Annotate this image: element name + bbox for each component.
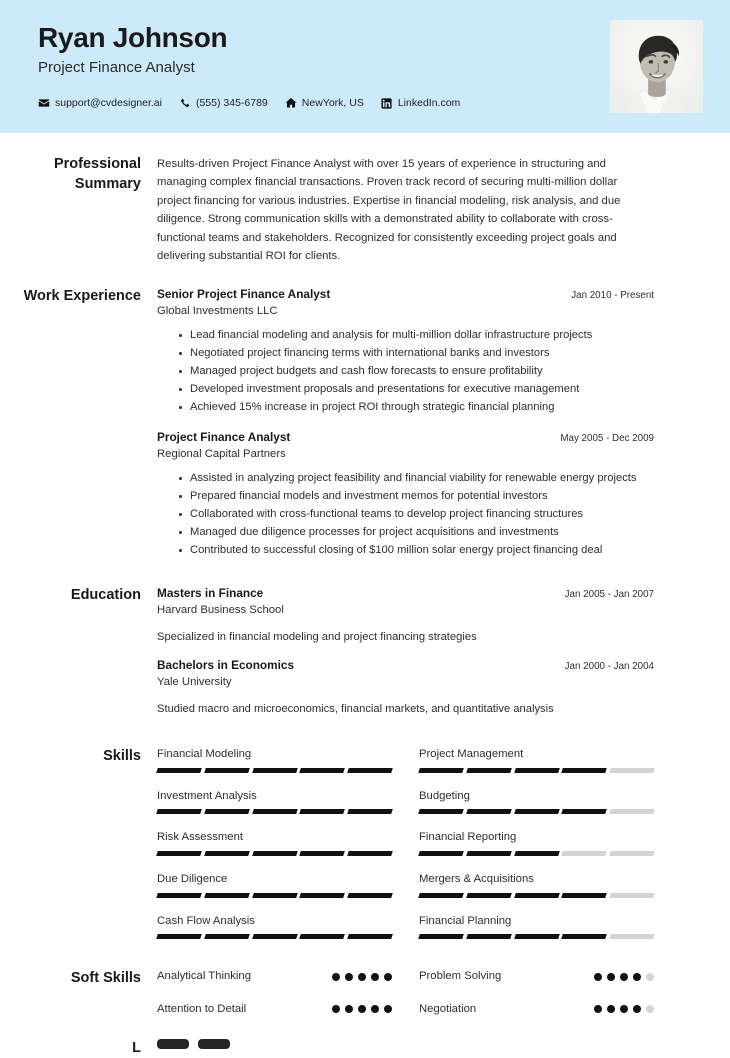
skill-bar-segment [514, 893, 559, 898]
linkedin-icon [381, 97, 393, 109]
envelope-icon [38, 97, 50, 109]
work-entry-head [157, 430, 654, 446]
work-bullet: Prepared financial models and investment memos for potential investors [179, 488, 654, 505]
language-tag [157, 1039, 189, 1049]
section-soft-skills [0, 955, 692, 1034]
rating-dot [594, 1005, 602, 1013]
summary-body [157, 155, 692, 265]
skill-name: Due Diligence [157, 873, 228, 886]
rating-dot [384, 973, 392, 981]
work-bullet: Managed project budgets and cash flow forecasts to ensure profitability [179, 363, 654, 380]
work-bullet: Collaborated with cross-functional teams to develop project financing structures [179, 506, 654, 523]
skill-bar-segment [300, 851, 345, 856]
work-bullet: Contributed to successful closing of $100 million solar energy project financing deal [179, 542, 654, 559]
skill-item [157, 914, 392, 940]
skill-bar-segment [418, 934, 463, 939]
skill-bar-segment [204, 809, 249, 814]
skill-bar-segment [562, 768, 607, 773]
section-label-skills: Skills [103, 748, 141, 764]
skill-bar-segment [156, 809, 201, 814]
education-description: Studied macro and microeconomics, financial markets, and quantitative analysis [157, 702, 554, 715]
education-description: Specialized in financial modeling and project financing strategies [157, 630, 477, 643]
skill-level-bar [419, 768, 654, 773]
skill-name: Project Management [419, 748, 524, 760]
skill-name: Cash Flow Analysis [157, 914, 255, 927]
skill-level-bar [419, 851, 654, 856]
skill-bar-segment [514, 809, 559, 814]
skill-bar-segment [609, 768, 654, 773]
skill-level-bar [157, 934, 392, 939]
skill-item [157, 830, 392, 856]
rating-dot [371, 1005, 379, 1013]
soft-skills-body [157, 969, 692, 1034]
rating-dot [620, 973, 628, 981]
skill-bar-segment [156, 934, 201, 939]
work-org: Global Investments LLC [157, 305, 278, 318]
soft-skill-name: Problem Solving [419, 970, 502, 983]
education-degree: Bachelors in Economics [157, 658, 295, 673]
skill-bar-segment [204, 934, 249, 939]
education-entry-head [157, 658, 654, 674]
work-bullets [157, 327, 654, 416]
skill-level-bar [419, 809, 654, 814]
soft-skill-item [157, 969, 392, 984]
education-school: Yale University [157, 675, 232, 688]
rating-dot [345, 1005, 353, 1013]
skill-level-bar [157, 768, 392, 773]
skill-name: Financial Planning [419, 914, 512, 927]
soft-skill-name: Negotiation [419, 1003, 477, 1016]
candidate-title: Project Finance Analyst [38, 59, 195, 77]
avatar-portrait [610, 20, 703, 113]
skill-item [419, 789, 654, 815]
rating-dot [646, 1005, 654, 1013]
soft-skill-item [419, 1002, 654, 1017]
contact-linkedin-text: LinkedIn.com [397, 97, 461, 110]
skill-bar-segment [418, 768, 463, 773]
skill-bar-segment [300, 768, 345, 773]
skill-name: Investment Analysis [157, 789, 257, 802]
education-entry [157, 658, 654, 717]
skill-bar-segment [466, 768, 511, 773]
contact-location-text: NewYork, US [301, 97, 364, 110]
skill-name: Financial Modeling [157, 748, 252, 760]
section-professional-summary [0, 133, 692, 265]
skill-bar-segment [609, 851, 654, 856]
education-degree: Masters in Finance [157, 586, 264, 601]
section-skills [0, 717, 692, 955]
section-label-education: Education [70, 587, 141, 604]
work-bullet: Lead financial modeling and analysis for multi-million dollar infrastructure projects [179, 327, 654, 344]
skill-bar-segment [514, 934, 559, 939]
skill-bar-segment [252, 768, 297, 773]
education-date: Jan 2005 - Jan 2007 [564, 589, 654, 601]
work-entry [157, 430, 654, 559]
skill-bar-segment [156, 768, 201, 773]
education-date: Jan 2000 - Jan 2004 [564, 661, 654, 673]
soft-skills-grid [157, 969, 654, 1034]
skill-bar-segment [562, 809, 607, 814]
skill-name: Risk Assessment [157, 831, 244, 844]
skill-level-bar [157, 893, 392, 898]
skill-bar-segment [347, 851, 392, 856]
skills-grid [157, 747, 654, 955]
work-bullet: Developed investment proposals and presentations for executive management [179, 381, 654, 398]
work-role: Senior Project Finance Analyst [157, 287, 331, 302]
section-work-experience [0, 265, 692, 560]
resume-body [0, 133, 730, 1058]
rating-dot [633, 1005, 641, 1013]
rating-dot [345, 973, 353, 981]
skill-bar-segment [252, 851, 297, 856]
rating-dot [384, 1005, 392, 1013]
summary-text: Results-driven Project Finance Analyst with over 15 years of experience in structuring and managing complex financial transactions. Proven track record of securing multi-million dollar project financing for various industries. Expertise in financial modeling, risk analysis, and due diligence. Strong communication skills with a demonstrated ability to collaborate with cross-functional teams and stakeholders. Recognized for consistently exceeding project goals and delivering substantial ROI for clients. [157, 158, 621, 263]
skill-bar-segment [514, 851, 559, 856]
section-languages [0, 1035, 692, 1058]
soft-skill-name: Attention to Detail [157, 1003, 247, 1016]
work-bullet: Negotiated project financing terms with international banks and investors [179, 345, 654, 362]
skill-level-bar [157, 809, 392, 814]
work-bullet: Managed due diligence processes for project acquisitions and investments [179, 524, 654, 541]
rating-dot [371, 973, 379, 981]
work-date: Jan 2010 - Present [571, 290, 654, 302]
skill-item [419, 914, 654, 940]
section-label-languages: L [132, 1039, 141, 1056]
skill-bar-segment [252, 893, 297, 898]
section-label-summary: Professional Summary [53, 156, 141, 192]
skill-bar-segment [252, 809, 297, 814]
skill-bar-segment [418, 851, 463, 856]
skill-bar-segment [609, 893, 654, 898]
skill-bar-segment [609, 934, 654, 939]
skill-bar-segment [562, 851, 607, 856]
skill-bar-segment [466, 809, 511, 814]
rating-dot [332, 1005, 340, 1013]
skill-bar-segment [562, 893, 607, 898]
skill-bar-segment [204, 851, 249, 856]
work-entry-head [157, 287, 654, 303]
work-entry [157, 287, 654, 416]
skill-name: Budgeting [419, 789, 470, 802]
work-org: Regional Capital Partners [157, 448, 286, 461]
contact-linkedin[interactable] [381, 97, 460, 109]
skill-bar-segment [514, 768, 559, 773]
home-icon [285, 97, 297, 109]
rating-dot [620, 1005, 628, 1013]
skill-bar-segment [252, 934, 297, 939]
contact-phone-text: (555) 345-6789 [195, 97, 268, 110]
skill-bar-segment [466, 893, 511, 898]
section-label-soft-skills: Soft Skills [70, 970, 141, 987]
work-bullet: Assisted in analyzing project feasibility and financial viability for renewable energy projects [179, 470, 654, 487]
soft-skill-rating-dots [594, 973, 654, 981]
rating-dot [607, 1005, 615, 1013]
rating-dot [633, 973, 641, 981]
soft-skill-item [157, 1002, 392, 1017]
work-role: Project Finance Analyst [157, 430, 291, 445]
skill-bar-segment [347, 768, 392, 773]
phone-icon [179, 97, 191, 109]
skill-item [419, 830, 654, 856]
skill-name: Financial Reporting [419, 831, 517, 844]
work-body [157, 287, 692, 560]
skill-level-bar [419, 893, 654, 898]
skill-bar-segment [562, 934, 607, 939]
rating-dot [332, 973, 340, 981]
contact-email[interactable] [38, 97, 162, 109]
skill-bar-segment [300, 893, 345, 898]
skill-bar-segment [156, 893, 201, 898]
contact-phone[interactable] [179, 97, 268, 109]
rating-dot [607, 973, 615, 981]
skill-bar-segment [156, 851, 201, 856]
skill-bar-segment [609, 809, 654, 814]
language-tag-row [157, 1039, 654, 1049]
soft-skill-rating-dots [594, 1005, 654, 1013]
contact-row [38, 97, 696, 109]
skill-bar-segment [347, 893, 392, 898]
skill-item [419, 747, 654, 773]
rating-dot [646, 973, 654, 981]
skill-name: Mergers & Acquisitions [419, 873, 534, 886]
languages-body [157, 1039, 692, 1049]
skill-bar-segment [204, 768, 249, 773]
soft-skill-rating-dots [332, 973, 392, 981]
soft-skill-item [419, 969, 654, 984]
skill-bar-segment [418, 893, 463, 898]
language-tag [198, 1039, 230, 1049]
section-education [0, 560, 692, 717]
education-school: Harvard Business School [157, 603, 284, 616]
education-entry [157, 586, 654, 645]
skills-body [157, 747, 692, 955]
section-label-work: Work Experience [23, 288, 141, 305]
soft-skill-name: Analytical Thinking [157, 970, 251, 983]
skill-bar-segment [347, 934, 392, 939]
work-date: May 2005 - Dec 2009 [560, 433, 654, 445]
contact-email-text: support@cvdesigner.ai [55, 97, 162, 110]
resume-header [0, 0, 730, 133]
rating-dot [594, 973, 602, 981]
skill-bar-segment [300, 934, 345, 939]
rating-dot [358, 973, 366, 981]
skill-level-bar [419, 934, 654, 939]
education-entry-head [157, 586, 654, 602]
skill-bar-segment [418, 809, 463, 814]
skill-bar-segment [466, 851, 511, 856]
work-bullet: Achieved 15% increase in project ROI through strategic financial planning [179, 399, 654, 416]
soft-skill-rating-dots [332, 1005, 392, 1013]
skill-item [157, 747, 392, 773]
candidate-name: Ryan Johnson [38, 22, 228, 53]
skill-level-bar [157, 851, 392, 856]
avatar [610, 20, 703, 113]
skill-item [157, 789, 392, 815]
skill-bar-segment [466, 934, 511, 939]
skill-bar-segment [347, 809, 392, 814]
skill-item [157, 872, 392, 898]
skill-bar-segment [300, 809, 345, 814]
contact-location[interactable] [285, 97, 364, 109]
work-bullets [157, 470, 654, 559]
rating-dot [358, 1005, 366, 1013]
skill-bar-segment [204, 893, 249, 898]
education-body [157, 586, 692, 717]
skill-item [419, 872, 654, 898]
